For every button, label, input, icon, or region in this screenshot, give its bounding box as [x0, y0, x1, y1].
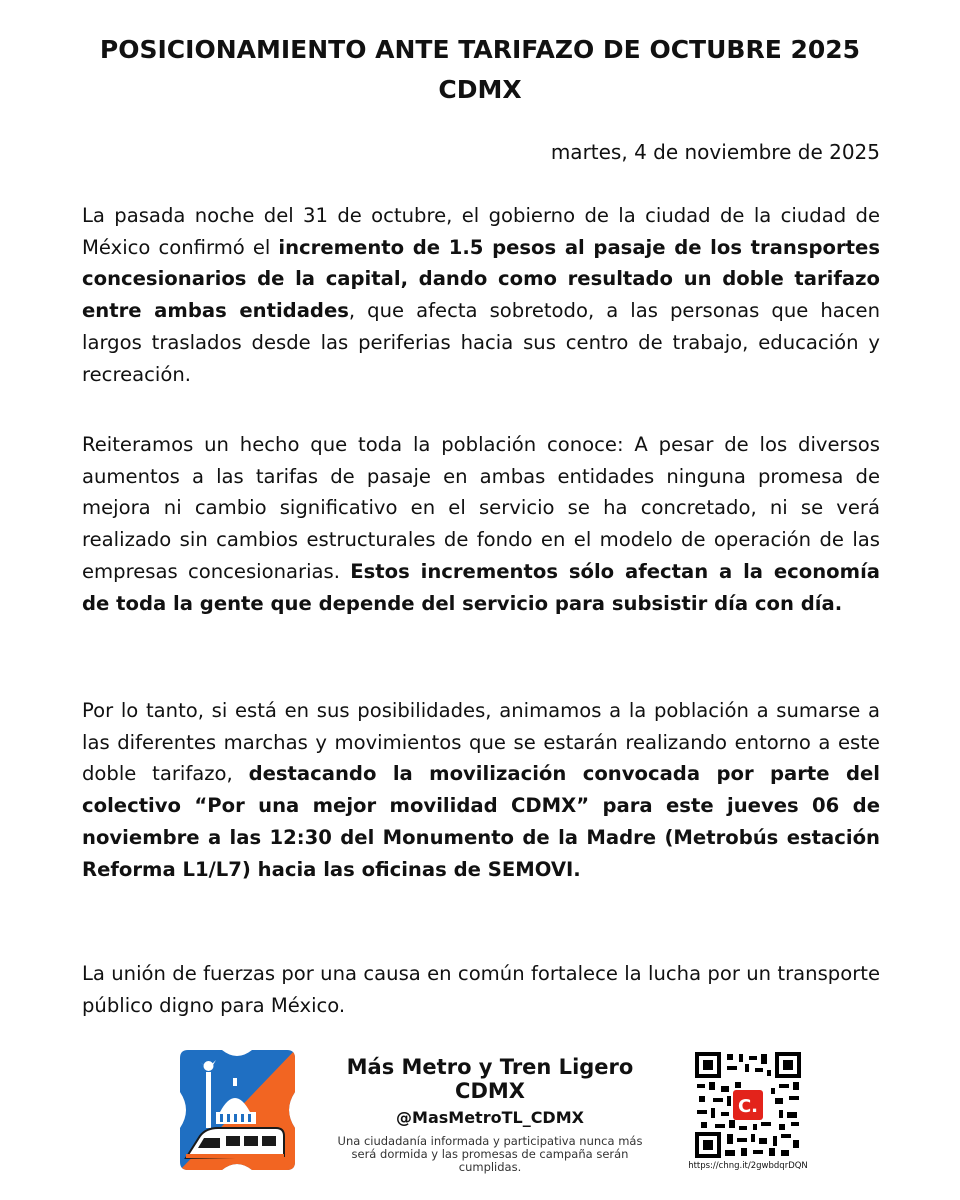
document-date: martes, 4 de noviembre de 2025 [550, 140, 880, 164]
collective-logo [180, 1050, 295, 1170]
paragraph-4: La unión de fuerzas por una causa en común fortalece la lucha por un transporte público digno para México. [82, 962, 880, 1017]
brand-tagline: Una ciudadanía informada y participativa nunca más será dormida y las promesas de campaña serán cumplidas. [337, 1134, 643, 1174]
qr-badge-label: C. [737, 1096, 759, 1117]
paragraph-3: Por lo tanto, si está en sus posibilidades, animamos a la población a sumarse a las diferentes marchas y movimientos que se estarán realizando entorno a este doble tarifazo, destacando la movilización convocada por parte del colectivo “Por una mejor movilidad CDMX” para este jueves 06 de noviembre a las 12:30 del Monumento de la Madre (Metrobús estación Reforma L1/L7) hacia las oficinas de SEMOVI. [82, 699, 880, 881]
emphasis-fare-increase: incremento de 1.5 pesos al pasaje de los transportes concesionarios de la capital, dando como resultado un doble tarifazo entre ambas entidades [82, 235, 880, 323]
emphasis-mobilization: destacando la movilización convocada por parte del colectivo “Por una mejor movilidad CDMX” para este jueves 06 de noviembre a las 12:30 del Monumento de la Madre (Metrobús estación Reforma L1/L7) hacia las oficinas de SEMOVI. [82, 762, 880, 881]
paragraph-2: Reiteramos un hecho que toda la población conoce: A pesar de los diversos aumentos a las tarifas de pasaje en ambas entidades ninguna promesa de mejora ni cambio significativo en el servicio se ha concretado, ni se verá realizado sin cambios estructurales de fondo en el modelo de operación de las empresas concesionarias. Estos incrementos sólo afectan a la economía de toda la gente que depende del servicio para subsistir día con día. [82, 433, 881, 615]
qr-code[interactable] [695, 1052, 801, 1158]
social-handle: @MasMetroTL_CDMX [396, 1108, 584, 1127]
qr-url[interactable]: https://chng.it/2gwbdqrDQN [688, 1161, 808, 1171]
paragraph-1: La pasada noche del 31 de octubre, el gobierno de la ciudad de la ciudad de México confirmó el incremento de 1.5 pesos al pasaje de los transportes concesionarios de la capital, dando como resultado un doble tarifazo entre ambas entidades, que afecta sobretodo, a las personas que hacen largos traslados desde las periferias hacia sus centro de trabajo, educación y recreación. [82, 204, 880, 386]
brand-name: Más Metro y Tren Ligero CDMX [346, 1055, 634, 1103]
brand-block [330, 1055, 650, 1174]
emphasis-economy: Estos incrementos sólo afectan a la economía de toda la gente que depende del servicio para subsistir día con día. [82, 559, 881, 615]
page-title: POSICIONAMIENTO ANTE TARIFAZO DE OCTUBRE 2025 CDMX [99, 35, 861, 104]
